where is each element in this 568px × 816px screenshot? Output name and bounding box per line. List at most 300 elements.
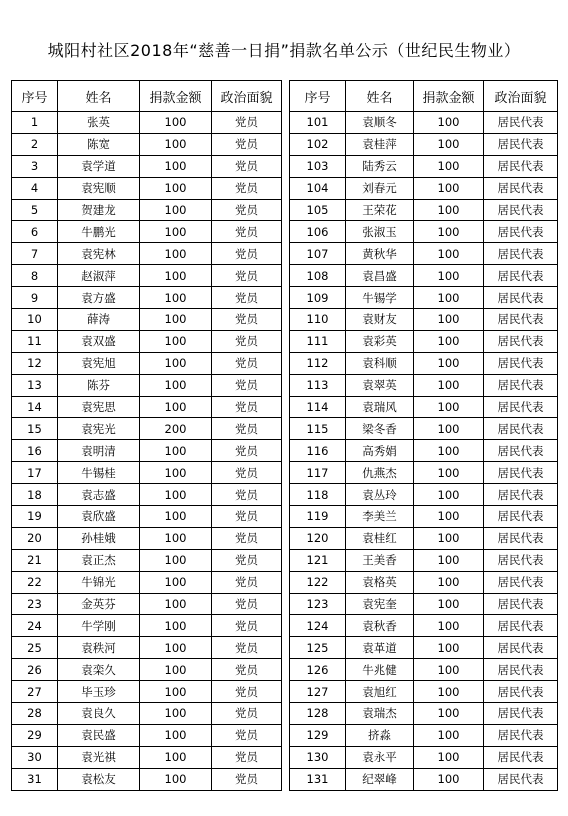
cell-index: 123 (290, 593, 346, 615)
cell-index: 3 (12, 155, 58, 177)
cell-amount: 100 (414, 352, 484, 374)
table-row (12, 637, 282, 659)
cell-political-status: 居民代表 (484, 133, 558, 155)
cell-political-status: 居民代表 (484, 440, 558, 462)
cell-amount: 100 (414, 659, 484, 681)
table-row (290, 571, 558, 593)
cell-amount: 100 (414, 374, 484, 396)
cell-political-status: 居民代表 (484, 352, 558, 374)
table-row (290, 768, 558, 790)
cell-name: 袁宪林 (58, 243, 140, 265)
cell-name: 纪翠峰 (346, 768, 414, 790)
cell-political-status: 党员 (212, 133, 282, 155)
table-row (12, 309, 282, 331)
table-row (290, 440, 558, 462)
cell-index: 120 (290, 527, 346, 549)
table-header-row (12, 81, 282, 112)
table-row (12, 746, 282, 768)
cell-amount: 100 (140, 352, 212, 374)
table-row (12, 243, 282, 265)
cell-amount: 100 (414, 462, 484, 484)
cell-political-status: 党员 (212, 746, 282, 768)
cell-index: 14 (12, 396, 58, 418)
table-row (290, 221, 558, 243)
table-row (290, 374, 558, 396)
cell-index: 109 (290, 287, 346, 309)
header-index: 序号 (12, 81, 58, 112)
cell-index: 7 (12, 243, 58, 265)
cell-name: 袁永平 (346, 746, 414, 768)
cell-name: 牛锦光 (58, 571, 140, 593)
cell-amount: 100 (140, 659, 212, 681)
table-row (12, 462, 282, 484)
cell-index: 103 (290, 155, 346, 177)
cell-political-status: 党员 (212, 199, 282, 221)
cell-political-status: 居民代表 (484, 396, 558, 418)
cell-index: 30 (12, 746, 58, 768)
cell-name: 牛锡学 (346, 287, 414, 309)
cell-political-status: 党员 (212, 659, 282, 681)
cell-political-status: 党员 (212, 593, 282, 615)
cell-political-status: 党员 (212, 112, 282, 134)
cell-amount: 100 (140, 177, 212, 199)
cell-index: 22 (12, 571, 58, 593)
cell-name: 袁宪旭 (58, 352, 140, 374)
table-row (290, 659, 558, 681)
table-row (12, 221, 282, 243)
cell-amount: 100 (140, 637, 212, 659)
cell-index: 23 (12, 593, 58, 615)
header-political-status: 政治面貌 (212, 81, 282, 112)
header-name: 姓名 (346, 81, 414, 112)
cell-name: 李美兰 (346, 506, 414, 528)
cell-political-status: 党员 (212, 703, 282, 725)
table-row (12, 352, 282, 374)
cell-index: 114 (290, 396, 346, 418)
cell-amount: 100 (140, 374, 212, 396)
cell-political-status: 党员 (212, 396, 282, 418)
cell-political-status: 党员 (212, 155, 282, 177)
cell-index: 17 (12, 462, 58, 484)
cell-name: 袁科顺 (346, 352, 414, 374)
cell-amount: 100 (414, 177, 484, 199)
cell-political-status: 居民代表 (484, 681, 558, 703)
table-row (290, 724, 558, 746)
cell-political-status: 党员 (212, 571, 282, 593)
cell-index: 31 (12, 768, 58, 790)
cell-political-status: 居民代表 (484, 199, 558, 221)
cell-amount: 100 (140, 287, 212, 309)
cell-index: 6 (12, 221, 58, 243)
cell-amount: 100 (414, 571, 484, 593)
table-row (12, 768, 282, 790)
cell-amount: 100 (414, 768, 484, 790)
cell-political-status: 居民代表 (484, 309, 558, 331)
cell-amount: 100 (414, 199, 484, 221)
cell-index: 108 (290, 265, 346, 287)
cell-index: 25 (12, 637, 58, 659)
cell-name: 张英 (58, 112, 140, 134)
cell-index: 2 (12, 133, 58, 155)
cell-name: 牛兆健 (346, 659, 414, 681)
cell-index: 105 (290, 199, 346, 221)
table-row (290, 243, 558, 265)
donation-table-left (11, 80, 282, 791)
table-row (12, 659, 282, 681)
cell-name: 袁财友 (346, 309, 414, 331)
cell-political-status: 党员 (212, 374, 282, 396)
cell-amount: 200 (140, 418, 212, 440)
cell-index: 5 (12, 199, 58, 221)
cell-amount: 100 (414, 330, 484, 352)
cell-political-status: 居民代表 (484, 768, 558, 790)
table-row (12, 287, 282, 309)
cell-name: 袁旭红 (346, 681, 414, 703)
cell-political-status: 居民代表 (484, 506, 558, 528)
cell-political-status: 居民代表 (484, 571, 558, 593)
cell-index: 29 (12, 724, 58, 746)
cell-name: 袁桂红 (346, 527, 414, 549)
table-row (290, 265, 558, 287)
cell-name: 袁瑞风 (346, 396, 414, 418)
cell-amount: 100 (140, 396, 212, 418)
cell-name: 袁昌盛 (346, 265, 414, 287)
cell-political-status: 党员 (212, 549, 282, 571)
cell-amount: 100 (414, 527, 484, 549)
table-row (12, 593, 282, 615)
cell-name: 袁宪顺 (58, 177, 140, 199)
cell-political-status: 党员 (212, 309, 282, 331)
cell-name: 袁革道 (346, 637, 414, 659)
header-amount: 捐款金额 (414, 81, 484, 112)
cell-index: 128 (290, 703, 346, 725)
cell-index: 19 (12, 506, 58, 528)
cell-name: 毕玉珍 (58, 681, 140, 703)
cell-amount: 100 (140, 571, 212, 593)
cell-amount: 100 (414, 637, 484, 659)
cell-political-status: 党员 (212, 177, 282, 199)
cell-amount: 100 (140, 681, 212, 703)
cell-index: 10 (12, 309, 58, 331)
cell-name: 黄秋华 (346, 243, 414, 265)
cell-political-status: 党员 (212, 221, 282, 243)
cell-political-status: 党员 (212, 724, 282, 746)
cell-index: 118 (290, 484, 346, 506)
table-row (290, 112, 558, 134)
cell-name: 袁格英 (346, 571, 414, 593)
cell-amount: 100 (140, 133, 212, 155)
cell-name: 贺建龙 (58, 199, 140, 221)
table-row (12, 724, 282, 746)
page-title: 城阳村社区2018年“慈善一日捐”捐款名单公示（世纪民生物业） (47, 41, 521, 60)
cell-index: 122 (290, 571, 346, 593)
cell-name: 高秀娟 (346, 440, 414, 462)
cell-name: 牛学刚 (58, 615, 140, 637)
cell-political-status: 居民代表 (484, 243, 558, 265)
cell-political-status: 居民代表 (484, 330, 558, 352)
cell-index: 115 (290, 418, 346, 440)
cell-amount: 100 (414, 112, 484, 134)
table-row (290, 396, 558, 418)
cell-amount: 100 (140, 309, 212, 331)
table-row (12, 199, 282, 221)
cell-name: 袁民盛 (58, 724, 140, 746)
table-row (290, 133, 558, 155)
header-amount: 捐款金额 (140, 81, 212, 112)
table-row (290, 462, 558, 484)
table-row (12, 484, 282, 506)
cell-amount: 100 (140, 462, 212, 484)
cell-political-status: 党员 (212, 352, 282, 374)
donation-table-right (289, 80, 558, 791)
cell-name: 袁光祺 (58, 746, 140, 768)
cell-amount: 100 (414, 484, 484, 506)
table-row (290, 199, 558, 221)
cell-index: 113 (290, 374, 346, 396)
cell-name: 袁翠英 (346, 374, 414, 396)
cell-political-status: 居民代表 (484, 724, 558, 746)
cell-political-status: 党员 (212, 462, 282, 484)
cell-index: 117 (290, 462, 346, 484)
cell-name: 袁丛玲 (346, 484, 414, 506)
cell-amount: 100 (414, 265, 484, 287)
cell-index: 18 (12, 484, 58, 506)
cell-amount: 100 (140, 746, 212, 768)
cell-name: 赵淑萍 (58, 265, 140, 287)
table-row (12, 703, 282, 725)
table-row (12, 330, 282, 352)
cell-name: 金英芬 (58, 593, 140, 615)
table-row (12, 374, 282, 396)
cell-index: 116 (290, 440, 346, 462)
cell-index: 21 (12, 549, 58, 571)
cell-political-status: 党员 (212, 681, 282, 703)
cell-amount: 100 (414, 746, 484, 768)
cell-name: 袁桂萍 (346, 133, 414, 155)
table-row (12, 549, 282, 571)
table-row (12, 440, 282, 462)
cell-index: 102 (290, 133, 346, 155)
cell-amount: 100 (140, 112, 212, 134)
cell-amount: 100 (414, 287, 484, 309)
table-row (290, 330, 558, 352)
table-row (290, 681, 558, 703)
cell-name: 袁秩河 (58, 637, 140, 659)
cell-amount: 100 (414, 615, 484, 637)
cell-index: 127 (290, 681, 346, 703)
cell-index: 111 (290, 330, 346, 352)
cell-name: 陆秀云 (346, 155, 414, 177)
cell-name: 袁正杰 (58, 549, 140, 571)
table-row (12, 571, 282, 593)
cell-index: 20 (12, 527, 58, 549)
cell-index: 26 (12, 659, 58, 681)
cell-amount: 100 (140, 527, 212, 549)
table-row (12, 681, 282, 703)
cell-amount: 100 (414, 309, 484, 331)
header-political-status: 政治面貌 (484, 81, 558, 112)
cell-amount: 100 (140, 440, 212, 462)
cell-name: 袁秋香 (346, 615, 414, 637)
cell-index: 131 (290, 768, 346, 790)
cell-amount: 100 (140, 484, 212, 506)
cell-name: 王荣花 (346, 199, 414, 221)
header-index: 序号 (290, 81, 346, 112)
cell-name: 陈芬 (58, 374, 140, 396)
cell-name: 挤淼 (346, 724, 414, 746)
table-row (290, 418, 558, 440)
cell-political-status: 党员 (212, 615, 282, 637)
cell-name: 袁宪思 (58, 396, 140, 418)
table-row (290, 155, 558, 177)
cell-amount: 100 (140, 615, 212, 637)
cell-name: 仇燕杰 (346, 462, 414, 484)
cell-index: 9 (12, 287, 58, 309)
cell-political-status: 党员 (212, 440, 282, 462)
cell-amount: 100 (414, 243, 484, 265)
cell-amount: 100 (414, 396, 484, 418)
cell-amount: 100 (140, 265, 212, 287)
table-row (290, 177, 558, 199)
cell-amount: 100 (414, 155, 484, 177)
cell-political-status: 居民代表 (484, 593, 558, 615)
cell-name: 牛锡桂 (58, 462, 140, 484)
table-row (290, 506, 558, 528)
cell-index: 8 (12, 265, 58, 287)
table-row (290, 746, 558, 768)
table-row (290, 549, 558, 571)
cell-name: 刘春元 (346, 177, 414, 199)
table-row (290, 352, 558, 374)
cell-political-status: 居民代表 (484, 659, 558, 681)
cell-amount: 100 (140, 330, 212, 352)
cell-index: 112 (290, 352, 346, 374)
cell-name: 牛鹏光 (58, 221, 140, 243)
table-row (12, 112, 282, 134)
cell-political-status: 居民代表 (484, 265, 558, 287)
cell-amount: 100 (140, 549, 212, 571)
cell-political-status: 党员 (212, 330, 282, 352)
cell-amount: 100 (140, 593, 212, 615)
cell-amount: 100 (414, 593, 484, 615)
cell-index: 124 (290, 615, 346, 637)
cell-index: 107 (290, 243, 346, 265)
cell-political-status: 党员 (212, 484, 282, 506)
cell-political-status: 居民代表 (484, 177, 558, 199)
cell-index: 130 (290, 746, 346, 768)
table-row (290, 287, 558, 309)
table-row (12, 265, 282, 287)
table-row (12, 177, 282, 199)
cell-name: 袁松友 (58, 768, 140, 790)
cell-name: 袁志盛 (58, 484, 140, 506)
table-row (12, 155, 282, 177)
cell-name: 袁彩英 (346, 330, 414, 352)
cell-political-status: 居民代表 (484, 703, 558, 725)
table-row (12, 133, 282, 155)
table-row (12, 418, 282, 440)
cell-political-status: 居民代表 (484, 549, 558, 571)
cell-name: 袁顺冬 (346, 112, 414, 134)
cell-name: 袁双盛 (58, 330, 140, 352)
cell-amount: 100 (140, 221, 212, 243)
cell-index: 11 (12, 330, 58, 352)
cell-political-status: 居民代表 (484, 418, 558, 440)
cell-amount: 100 (414, 724, 484, 746)
cell-political-status: 居民代表 (484, 615, 558, 637)
header-name: 姓名 (58, 81, 140, 112)
cell-political-status: 党员 (212, 287, 282, 309)
table-header-row (290, 81, 558, 112)
table-row (12, 506, 282, 528)
cell-name: 袁宪奎 (346, 593, 414, 615)
cell-amount: 100 (140, 155, 212, 177)
cell-name: 薛涛 (58, 309, 140, 331)
cell-index: 110 (290, 309, 346, 331)
cell-political-status: 居民代表 (484, 462, 558, 484)
cell-amount: 100 (140, 703, 212, 725)
cell-political-status: 党员 (212, 265, 282, 287)
cell-index: 4 (12, 177, 58, 199)
cell-name: 袁方盛 (58, 287, 140, 309)
cell-name: 袁欣盛 (58, 506, 140, 528)
cell-name: 孙桂娥 (58, 527, 140, 549)
table-row (290, 703, 558, 725)
cell-amount: 100 (414, 703, 484, 725)
cell-political-status: 居民代表 (484, 484, 558, 506)
cell-index: 24 (12, 615, 58, 637)
cell-political-status: 居民代表 (484, 527, 558, 549)
cell-index: 27 (12, 681, 58, 703)
cell-name: 张淑玉 (346, 221, 414, 243)
cell-index: 12 (12, 352, 58, 374)
cell-amount: 100 (140, 506, 212, 528)
cell-index: 101 (290, 112, 346, 134)
cell-amount: 100 (140, 724, 212, 746)
cell-name: 袁瑞杰 (346, 703, 414, 725)
cell-political-status: 党员 (212, 768, 282, 790)
cell-amount: 100 (414, 681, 484, 703)
cell-amount: 100 (414, 506, 484, 528)
cell-amount: 100 (140, 199, 212, 221)
cell-name: 梁冬香 (346, 418, 414, 440)
cell-index: 15 (12, 418, 58, 440)
cell-political-status: 党员 (212, 243, 282, 265)
cell-index: 106 (290, 221, 346, 243)
cell-index: 13 (12, 374, 58, 396)
cell-index: 119 (290, 506, 346, 528)
table-row (290, 615, 558, 637)
cell-name: 袁良久 (58, 703, 140, 725)
cell-index: 16 (12, 440, 58, 462)
cell-political-status: 党员 (212, 637, 282, 659)
cell-name: 王美香 (346, 549, 414, 571)
cell-political-status: 党员 (212, 418, 282, 440)
cell-name: 袁栾久 (58, 659, 140, 681)
cell-index: 28 (12, 703, 58, 725)
cell-amount: 100 (414, 221, 484, 243)
cell-political-status: 居民代表 (484, 746, 558, 768)
table-row (12, 615, 282, 637)
table-row (290, 593, 558, 615)
cell-political-status: 党员 (212, 527, 282, 549)
cell-amount: 100 (414, 418, 484, 440)
cell-amount: 100 (414, 440, 484, 462)
cell-name: 陈宽 (58, 133, 140, 155)
cell-amount: 100 (140, 768, 212, 790)
table-row (290, 527, 558, 549)
cell-political-status: 党员 (212, 506, 282, 528)
